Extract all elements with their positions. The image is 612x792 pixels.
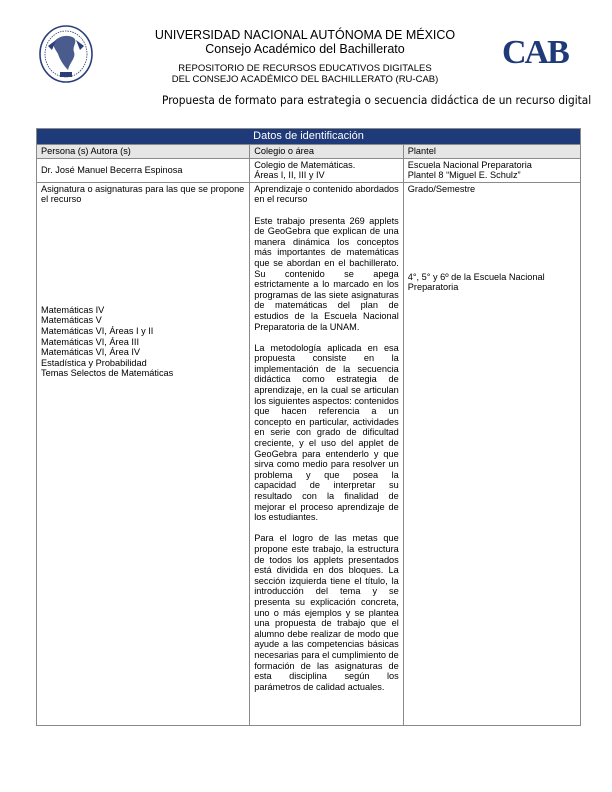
header-titles bbox=[120, 28, 490, 85]
document-subtitle: Propuesta de formato para estrategia o secuencia didáctica de un recurso digital bbox=[162, 93, 592, 107]
learning-paragraph-3: Para el logro de las metas que propone este trabajo, la estructura de todos los applets presentados está dividida en dos bloques. La sección izquierda tiene el título, la introducción del tema y se presenta su explicación concreta, uno o más ejemplos y se plantea una propuesta de trabajo que el alumno debe realizar de modo que ayude a las competencias básicas necesarias para el cumplimiento de formación de las asignaturas de esta disciplina según los parámetros de calidad actuales. bbox=[254, 533, 399, 692]
table-title: Datos de identificación bbox=[37, 129, 581, 145]
subjects-list bbox=[41, 305, 173, 379]
identification-table bbox=[36, 128, 581, 726]
college-line-1: Colegio de Matemáticas. bbox=[254, 159, 356, 170]
list-item: Estadística y Probabilidad bbox=[41, 357, 147, 368]
unam-seal-icon bbox=[38, 24, 94, 84]
author-name: Dr. José Manuel Becerra Espinosa bbox=[37, 158, 250, 182]
college-cell bbox=[250, 158, 404, 182]
column-header-college: Colegio o área bbox=[250, 145, 404, 159]
subjects-cell bbox=[37, 182, 250, 725]
learning-label: Aprendizaje o contenido abordados en el recurso bbox=[254, 183, 399, 205]
grade-cell bbox=[403, 182, 580, 725]
campus-line-2: Plantel 8 “Miguel E. Schulz” bbox=[407, 170, 521, 181]
university-name: UNIVERSIDAD NACIONAL AUTÓNOMA DE MÉXICO bbox=[154, 28, 456, 42]
campus-cell bbox=[403, 158, 580, 182]
campus-line-1: Escuela Nacional Preparatoria bbox=[407, 159, 532, 170]
list-item: Matemáticas VI, Áreas I y II bbox=[41, 325, 154, 336]
repository-line-1: REPOSITORIO DE RECURSOS EDUCATIVOS DIGITALES bbox=[178, 63, 432, 74]
column-header-row bbox=[37, 145, 581, 159]
column-header-authors: Persona (s) Autora (s) bbox=[37, 145, 250, 159]
table-row bbox=[37, 182, 581, 725]
grade-value: 4°, 5° y 6º de la Escuela Nacional Preparatoria bbox=[407, 271, 545, 293]
subjects-label: Asignatura o asignaturas para las que se propone el recurso bbox=[41, 183, 245, 205]
grade-label: Grado/Semestre bbox=[407, 183, 476, 194]
list-item: Matemáticas V bbox=[41, 315, 102, 326]
list-item: Matemáticas VI, Área III bbox=[41, 336, 140, 347]
column-header-campus: Plantel bbox=[403, 145, 580, 159]
table-row bbox=[37, 158, 581, 182]
learning-cell bbox=[250, 182, 404, 725]
cab-logo-text: CAB bbox=[502, 34, 568, 68]
list-item: Temas Selectos de Matemáticas bbox=[41, 368, 174, 379]
learning-paragraph-1: Este trabajo presenta 269 applets de GeoGebra que explican de una manera dinámica los conceptos más importantes de matemáticas que se abordan en el bachillerato. Su contenido se apega estrictamente a lo marcado en los programas de las siete asignaturas de matemáticas del plan de estudios de la Escuela Nacional Preparatoria de la UNAM. bbox=[254, 215, 399, 332]
list-item: Matemáticas IV bbox=[41, 304, 105, 315]
list-item: Matemáticas VI, Área IV bbox=[41, 347, 141, 358]
council-name: Consejo Académico del Bachillerato bbox=[205, 42, 405, 56]
repository-line-2: DEL CONSEJO ACADÉMICO DEL BACHILLERATO (RU-CAB) bbox=[171, 74, 439, 85]
cab-logo bbox=[502, 32, 576, 68]
college-line-2: Áreas I, II, III y IV bbox=[254, 170, 325, 181]
learning-paragraph-2: La metodología aplicada en esa propuesta consiste en la implementación de la secuencia didáctica como estrategia de aprendizaje, en la cual se articulan los siguientes aspectos: contenidos que hacen referencia a un concepto en particular, actividades en serie con grado de dificultad creciente, y el uso del applet de GeoGebra para entenderlo y que sirva como medio para resolver un problema y que posea la capacidad de interpretar su resultado con la finalidad de mejorar el proceso aprendizaje de los estudiantes. bbox=[254, 342, 399, 523]
